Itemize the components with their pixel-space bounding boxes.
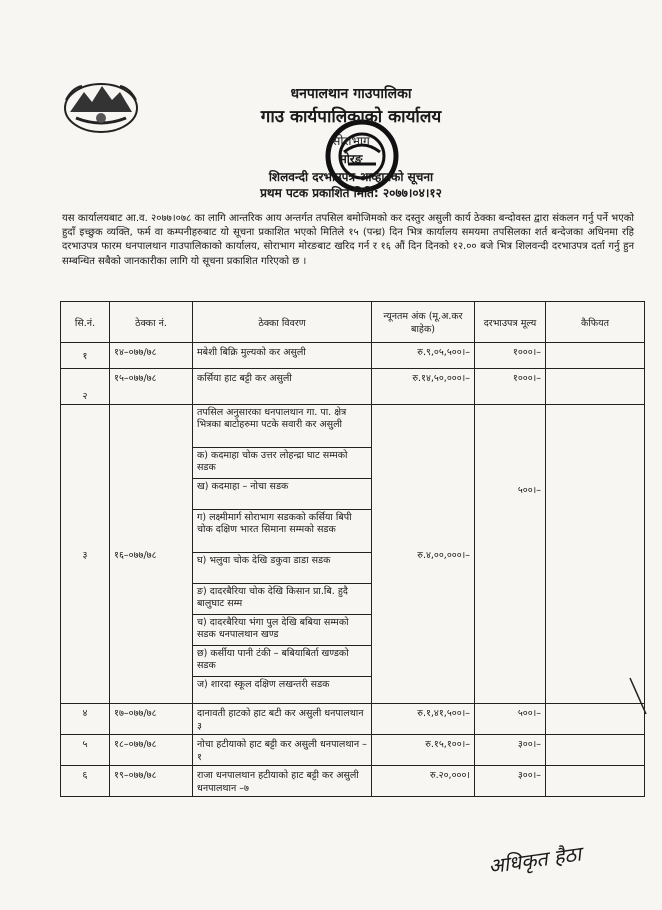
table-row	[61, 343, 645, 369]
office-district: मोरङ	[339, 152, 363, 166]
row-sn: ३	[61, 405, 110, 704]
row-form-fee: १०००।–	[475, 369, 546, 405]
table-row	[61, 704, 645, 735]
row-sn: ५	[61, 735, 110, 766]
sub-item: ङ) दादरबैरिया चोक देखि किसान प्रा.बि. हुदै बालुघाट सम्म	[193, 584, 371, 615]
sub-item: तपसिल अनुसारका धनपालथान गा. पा. क्षेत्र भित्रका बाटोहरुमा पटके सवारी कर असुली	[193, 405, 371, 448]
row-minimum-amount: रु.१५,१००।–	[372, 735, 475, 766]
row-contract-no: १४–०७७/७८	[110, 343, 193, 369]
row-remarks	[546, 735, 645, 766]
row-minimum-amount: रु.९,०५,५००।–	[372, 343, 475, 369]
sub-item: क) कदमाहा चोक उत्तर लोहन्द्रा घाट सम्मको सडक	[193, 448, 371, 479]
row-description: राजा धनपालथान हटीयाको हाट बट्टी कर असुली धनपालथान –७	[197, 770, 359, 794]
row-minimum-amount: रु.१,४१,५००।–	[372, 704, 475, 735]
row-form-fee: १०००।–	[475, 343, 546, 369]
row-description: कर्सिया हाट बट्टी कर असुली	[197, 373, 292, 384]
sub-item: घ) भलुवा चोक देखि डकुवा डाडा सडक	[193, 553, 371, 584]
row-form-fee: ५००।–	[475, 704, 546, 735]
row-description: मबेशी बिक्रि मुल्यको कर असुली	[197, 347, 306, 358]
publication-date: प्रथम पटक प्रकाशित मिति: २०७७।०४।१२	[260, 186, 442, 200]
office-title: गाउ कार्यपालिकाको कार्यालय	[260, 107, 442, 127]
header-form-fee: दरभाउपत्र मूल्य	[475, 302, 546, 343]
header-description: ठेक्का विवरण	[193, 302, 372, 343]
row-description: दानावती हाटको हाट बटी कर असुली धनपालथान ३	[197, 708, 364, 732]
row-sn: २	[61, 369, 110, 405]
row-remarks	[546, 405, 645, 704]
header-remarks: कैफियत	[546, 302, 645, 343]
row-remarks	[546, 343, 645, 369]
office-location: सोराभाग	[332, 134, 370, 148]
row-remarks	[546, 369, 645, 405]
row-contract-no: १८–०७७/७८	[110, 735, 193, 766]
table-row	[61, 369, 645, 405]
row-remarks	[546, 766, 645, 797]
row-contract-no: १६–०७७/७८	[110, 405, 193, 704]
row-sn: १	[61, 343, 110, 369]
header-sn: सि.नं.	[61, 302, 110, 343]
table-row	[61, 766, 645, 797]
header-contract-no: ठेक्का नं.	[110, 302, 193, 343]
row-description	[193, 405, 372, 704]
sub-item: ख) कदमाहा – नोचा सडक	[193, 479, 371, 510]
row-contract-no: १९–०७७/७८	[110, 766, 193, 797]
signature: अधिकृत हैठा	[486, 841, 583, 879]
row-form-fee: ३००।–	[475, 766, 546, 797]
row-contract-no: १७–०७७/७८	[110, 704, 193, 735]
sub-item: ग) लक्ष्मीमार्ग सोराभाग सडकको कर्सिया बिपी चोक दक्षिण भारत सिमाना सम्मको सडक	[193, 510, 371, 553]
table-row	[61, 405, 645, 704]
notice-body: यस कार्यालयबाट आ.व. २०७७।०७८ का लागि आन्तरिक आय अन्तर्गत तपसिल बमोजिमको कर दस्तुर असुली कार्य ठेक्का बन्दोवस्त द्वारा संकलन गर्नु पर्ने भएको हुदाँ इच्छुक व्यक्ति, फर्म वा कम्पनीहरुबाट यो सूचना प्रकाशित भएको मितिले १५ (पन्ध्र) दिन भित्र कार्यालय समयमा तपसिलका शर्त बन्देजका अधिनमा रहि दरभाउपत्र फारम धनपालथान गाउपालिकाको कार्यालय, सोराभाग मोरङबाट खरिद गर्न र १६ औं दिन दिनको १२.०० बजे भित्र शिलवन्दी दरभाउपत्र दर्ता गर्नु हुन सम्बन्धित सबैको जानकारीका लागि यो सूचना प्रकाशित गरिएको छ ।	[62, 213, 634, 267]
row-minimum-amount: रु.२०,०००।	[372, 766, 475, 797]
header-minimum-amount: न्यूनतम अंक (मू.अ.कर बाहेक)	[372, 302, 475, 343]
pen-stroke-mark	[628, 676, 648, 716]
row-sn: ४	[61, 704, 110, 735]
row-sn: ६	[61, 766, 110, 797]
row-description: नोचा हटीयाको हाट बट्टी कर असुली धनपालथान –१	[197, 739, 367, 763]
tender-table	[60, 301, 645, 797]
table-header-row	[61, 302, 645, 343]
sub-item: च) दादरबैरिया भंगा पुल देखि बबिया सम्मको सडक धनपालथान खण्ड	[193, 615, 371, 646]
row-contract-no: १५–०७७/७८	[110, 369, 193, 405]
notice-title: शिलवन्दी दरभाउपत्र आव्हानको सूचना	[268, 170, 434, 184]
row-form-fee: ५००।–	[475, 405, 546, 704]
municipality-name: धनपालथान गाउपालिका	[290, 86, 412, 102]
row-form-fee: ३००।–	[475, 735, 546, 766]
table-row	[61, 735, 645, 766]
sub-item: छ) कर्सीया पानी टंकी – बबियाबिर्ता खण्डको सडक	[193, 646, 371, 677]
sub-item: ज) शारदा स्कूल दक्षिण लखन्तरी सडक	[197, 679, 330, 690]
row-minimum-amount: रु.१४,५०,०००।–	[372, 369, 475, 405]
row-minimum-amount: रु.४,००,०००।–	[372, 405, 475, 704]
